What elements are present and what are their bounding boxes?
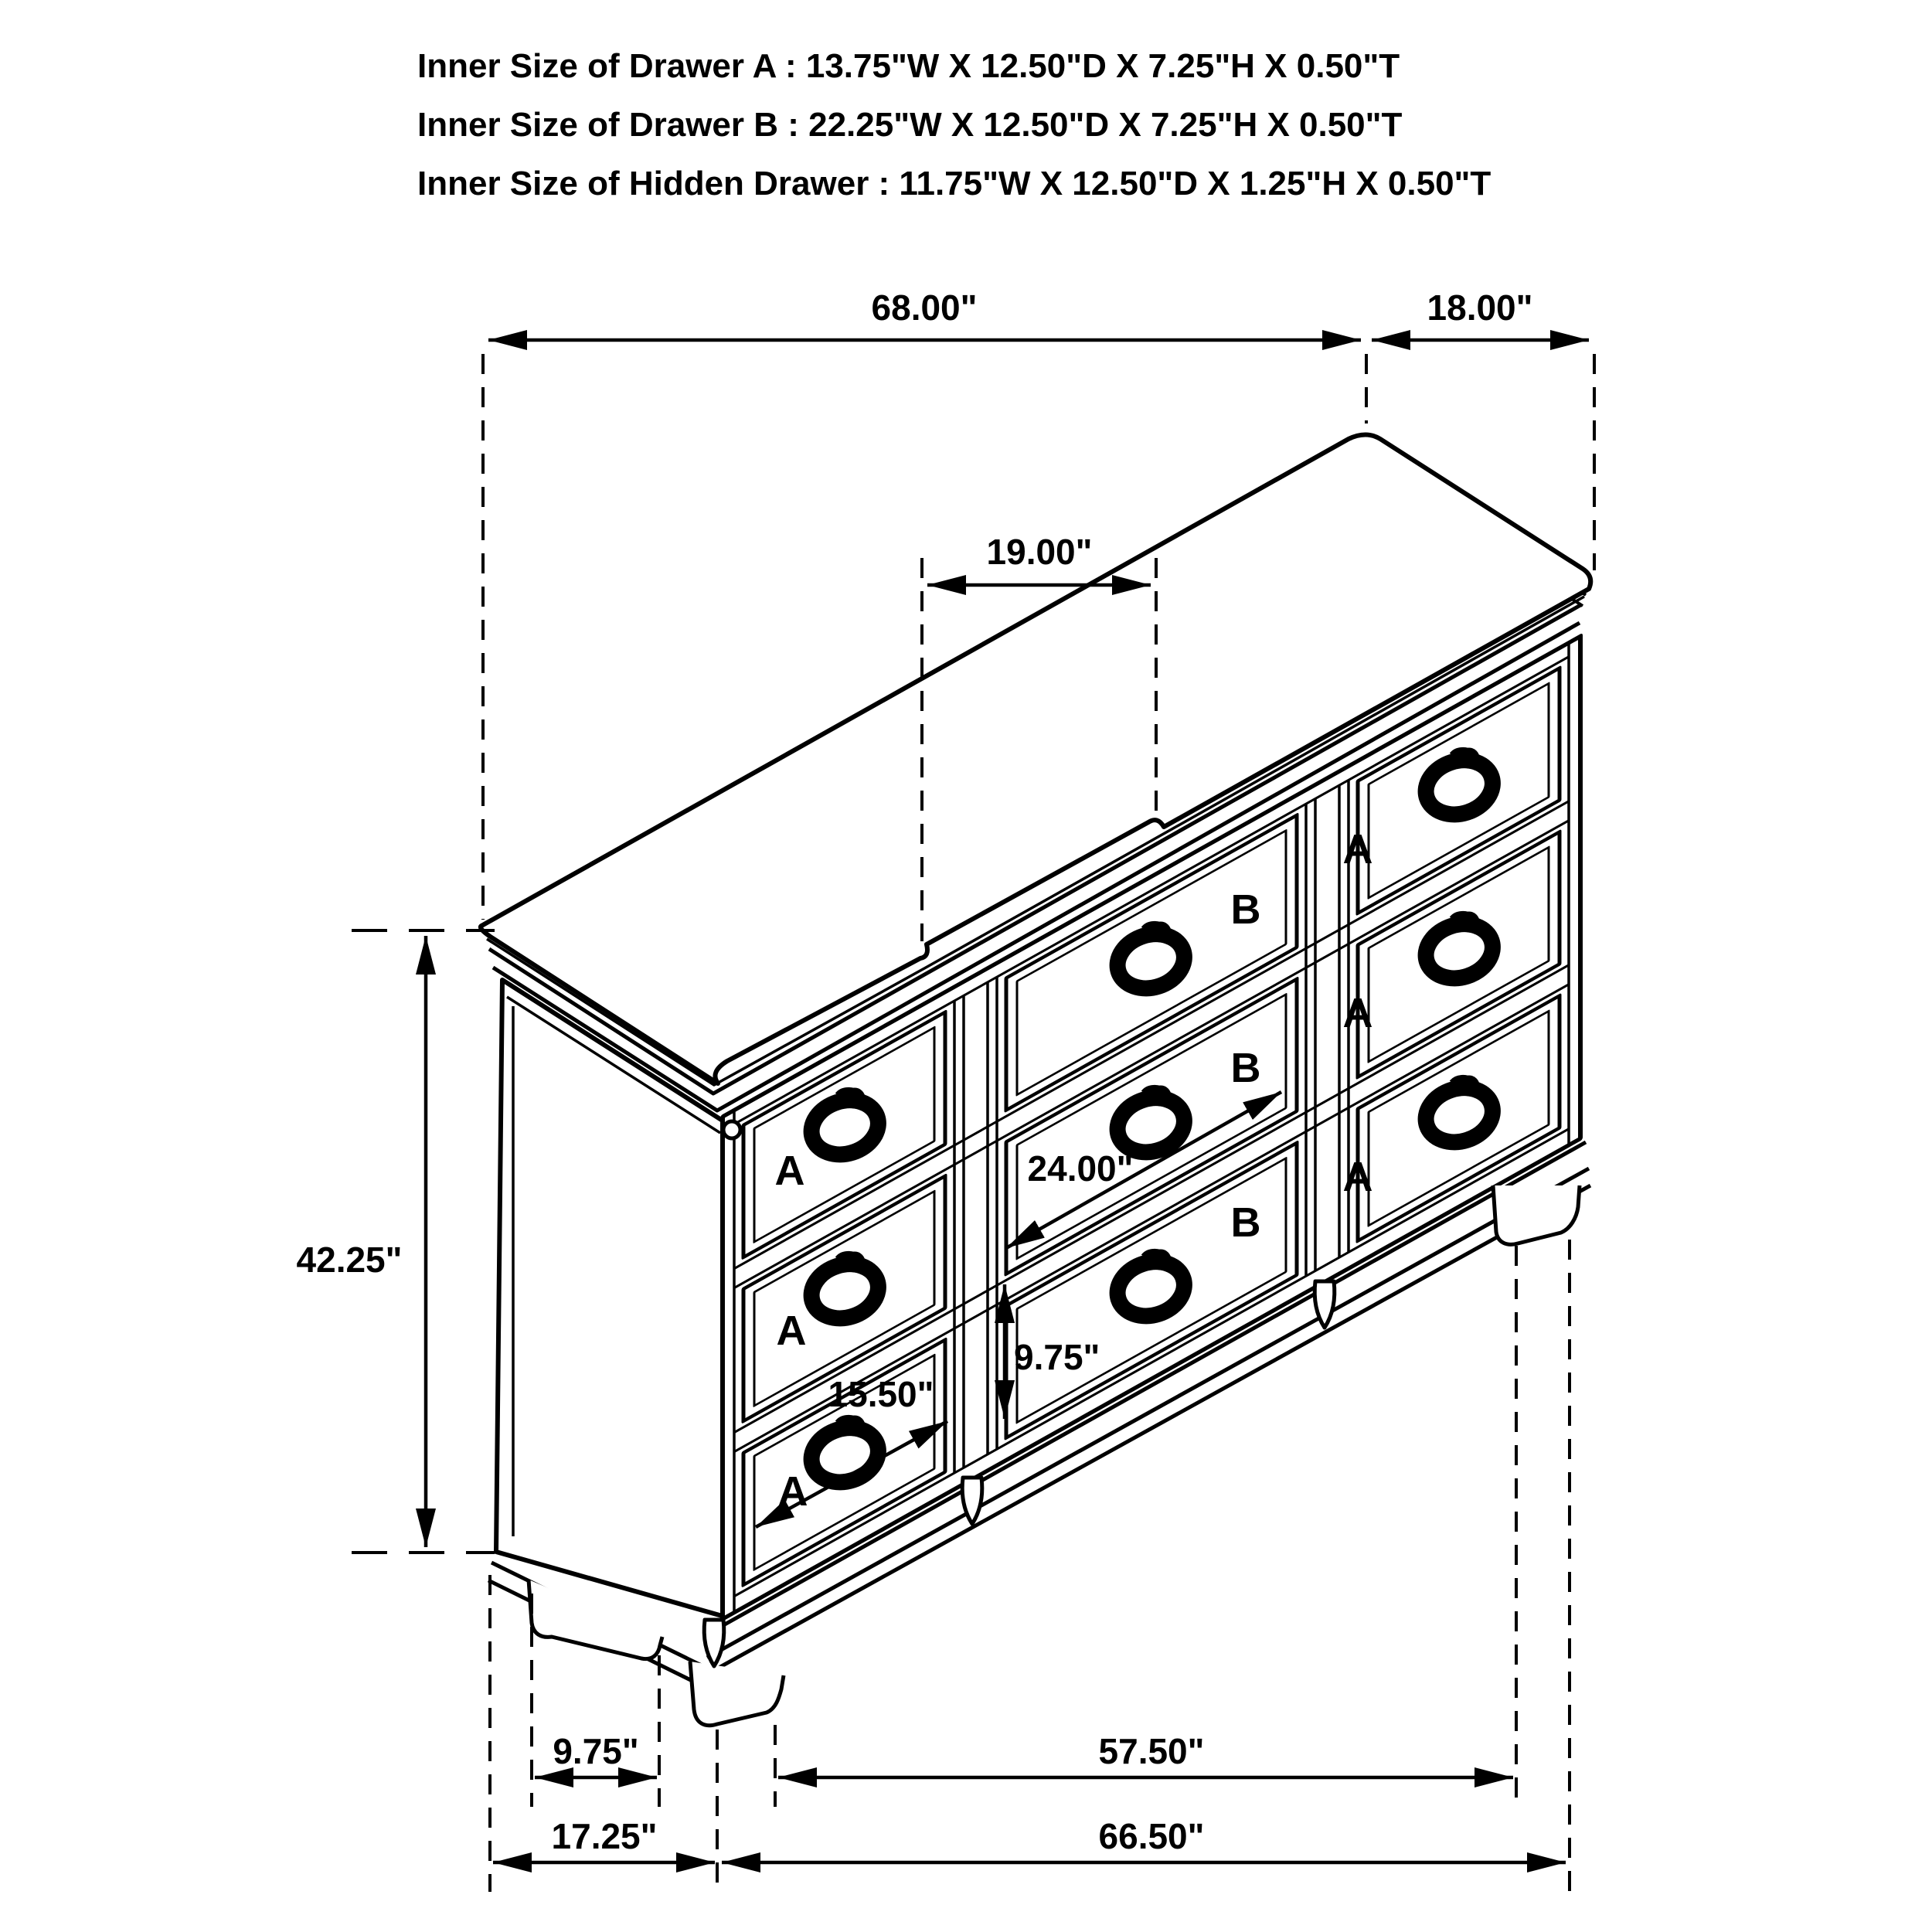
header bbox=[417, 47, 1491, 202]
dim-label-drawer-a-width: 15.50" bbox=[828, 1374, 934, 1414]
drawer-letter: A bbox=[777, 1468, 808, 1515]
dim-label-feet-span: 57.50" bbox=[1098, 1731, 1205, 1771]
drawer-letter: B bbox=[1230, 1199, 1261, 1246]
drawer-letter: A bbox=[1342, 826, 1373, 872]
drawer-letter: A bbox=[774, 1148, 805, 1194]
dim-label-top-length: 68.00" bbox=[871, 287, 978, 328]
dim-label-front-width: 66.50" bbox=[1098, 1816, 1205, 1856]
dim-label-drawer-b-width: 24.00" bbox=[1027, 1148, 1134, 1189]
drawer-letter: A bbox=[1342, 1154, 1373, 1200]
dim-label-height: 42.25" bbox=[296, 1240, 403, 1280]
dim-label-foot-spacing: 9.75" bbox=[553, 1731, 639, 1771]
header-line-3: Inner Size of Hidden Drawer : 11.75"W X 12.50"D X 1.25"H X 0.50"T bbox=[417, 165, 1492, 202]
dim-label-drawer-height: 9.75" bbox=[1014, 1337, 1100, 1377]
drawer-letter: B bbox=[1230, 886, 1261, 933]
drawer-letter: A bbox=[776, 1308, 807, 1354]
dim-label-top-middle: 19.00" bbox=[986, 532, 1093, 572]
drawer-letter: B bbox=[1230, 1045, 1261, 1091]
dim-label-top-depth: 18.00" bbox=[1427, 287, 1533, 328]
header-line-1: Inner Size of Drawer A : 13.75"W X 12.50"D X 7.25"H X 0.50"T bbox=[417, 47, 1400, 85]
corner-finial bbox=[723, 1121, 740, 1138]
header-line-2: Inner Size of Drawer B : 22.25"W X 12.50"D X 7.25"H X 0.50"T bbox=[417, 106, 1403, 144]
drawer-letter: A bbox=[1342, 990, 1373, 1036]
dim-label-side-depth: 17.25" bbox=[551, 1816, 658, 1856]
